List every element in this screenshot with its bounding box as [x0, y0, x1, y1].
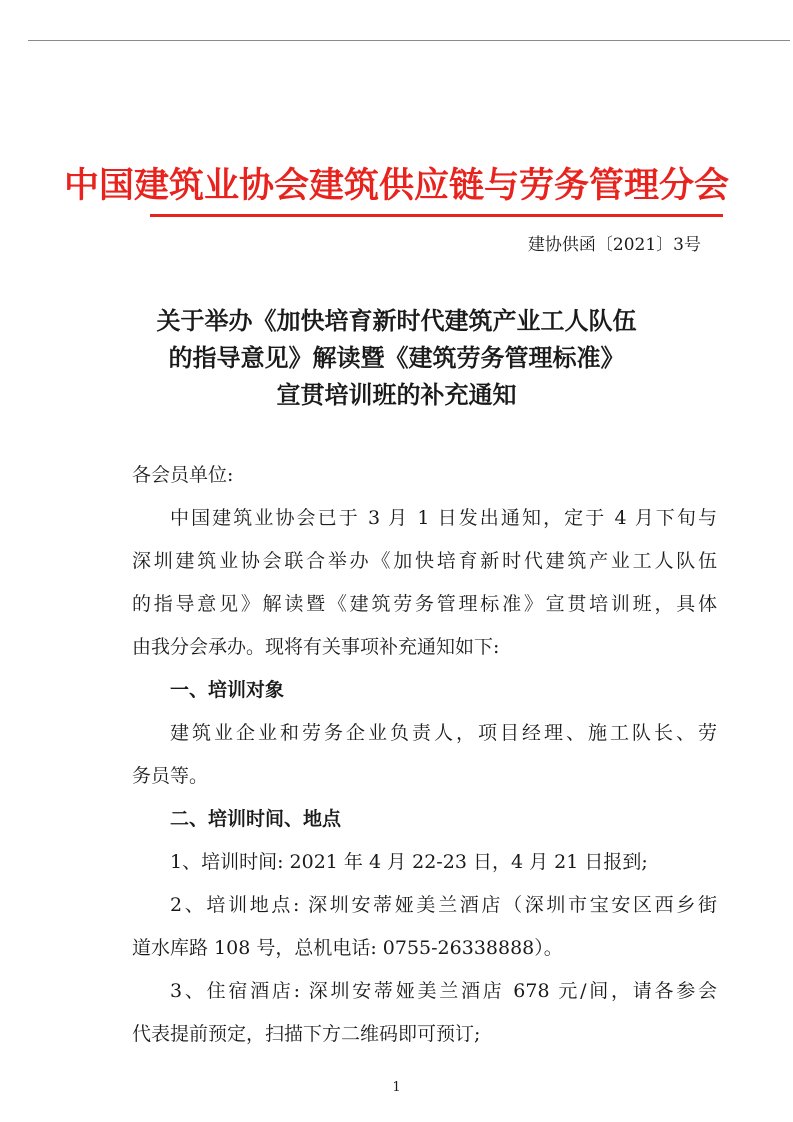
intro-line-2: 深圳建筑业协会联合举办《加快培育新时代建筑产业工人队伍: [132, 550, 717, 572]
letterhead-red-rule: [150, 214, 723, 217]
item-2-location-line-1: 2、培训地点: 深圳安蒂娅美兰酒店（深圳市宝安区西乡街: [170, 894, 717, 916]
intro-line-4: 由我分会承办。现将有关事项补充通知如下:: [132, 636, 500, 658]
document-title: [0, 303, 793, 414]
page-number: 1: [392, 1080, 401, 1095]
title-line-1: 关于举办《加快培育新时代建筑产业工人队伍: [156, 307, 637, 335]
item-3-hotel-line-2: 代表提前预定，扫描下方二维码即可预订;: [132, 1023, 481, 1045]
intro-line-3: 的指导意见》解读暨《建筑劳务管理标准》宣贯培训班，具体: [132, 593, 717, 615]
salutation: 各会员单位:: [132, 464, 234, 486]
section-1-heading: 一、培训对象: [170, 679, 285, 701]
section-2-heading: 二、培训时间、地点: [170, 808, 342, 830]
section-1-text-line-1: 建筑业企业和劳务企业负责人，项目经理、施工队长、劳: [170, 722, 717, 744]
section-1-text-line-2: 务员等。: [132, 765, 209, 787]
top-border-line: [28, 40, 790, 41]
item-3-hotel-line-1: 3、住宿酒店: 深圳安蒂娅美兰酒店 678 元/间，请各参会: [170, 980, 717, 1002]
title-line-2: 的指导意见》解读暨《建筑劳务管理标准》: [168, 344, 625, 372]
letterhead-org-name: 中国建筑业协会建筑供应链与劳务管理分会: [63, 166, 729, 206]
item-1-training-time: 1、培训时间: 2021 年 4 月 22-23 日，4 月 21 日报到;: [170, 851, 648, 873]
title-line-3: 宣贯培训班的补充通知: [276, 381, 517, 409]
document-number: 建协供函〔2021〕3号: [527, 235, 701, 255]
document-body: [132, 454, 717, 1056]
item-2-location-line-2: 道水库路 108 号，总机电话: 0755-26338888）。: [132, 937, 563, 959]
intro-line-1: 中国建筑业协会已于 3 月 1 日发出通知，定于 4 月下旬与: [170, 507, 717, 529]
